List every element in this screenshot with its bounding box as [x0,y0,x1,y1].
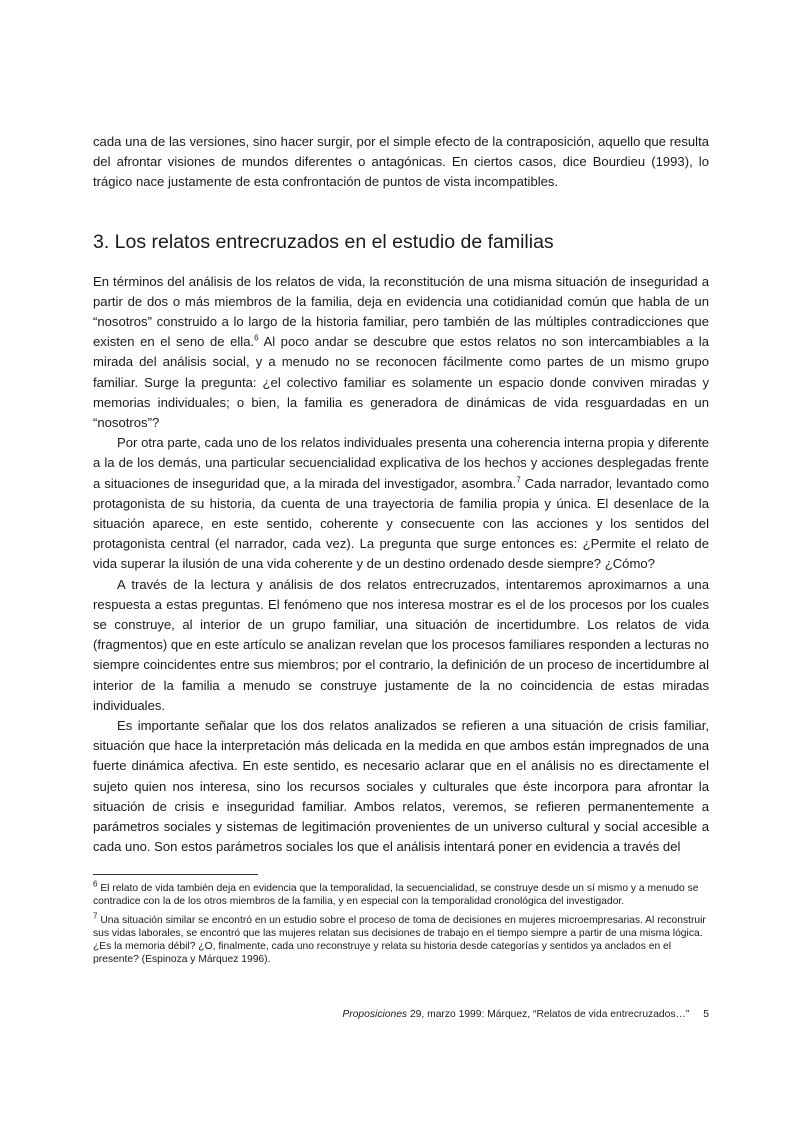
paragraph-2-text-b: Cada narrador, levantado como protagonista de su historia, da cuenta de una trayectoria de familia propia y única. El desenlace de la situación aparece, en este sentido, coherente y consecuente con las acciones y los sentidos del protagonista central (el narrador, cada vez). La pregunta que surge entonces es: ¿Permite el relato de vida superar la ilusión de una vida coherente y de un destino ordenado desde siempre? ¿Cómo? [93,475,709,572]
section-heading: 3. Los relatos entrecruzados en el estudio de familias [93,230,554,253]
footer-citation: 29, marzo 1999: Márquez, “Relatos de vida entrecruzados…” [407,1009,690,1020]
footnote-text: Una situación similar se encontró en un estudio sobre el proceso de toma de decisiones en mujeres microempresarias. Al reconstruir sus vidas laborales, se encontró que las mujeres relatan sus decisiones de trabajo en el tiempo siempre a partir de una misma lógica. ¿Es la memoria débil? ¿O, finalmente, cada uno reconstruye y relata su historia desde categorías y sentidos ya anclados en el presente? (Espinoza y Márquez 1996). [93,914,706,966]
footnote-text: El relato de vida también deja en evidencia que la temporalidad, la secuencialidad, se construye desde un sí mismo y a menudo se contradice con la de los otros miembros de la familia, y en especial con la temporalidad cronológica del investigador. [93,883,699,908]
footnote-number: 7 [93,911,98,921]
footnote-ref-6[interactable]: 6 [254,333,259,343]
footnote-ref-7[interactable]: 7 [516,475,521,485]
page-body [93,132,709,858]
footnote-7 [93,911,709,967]
footnotes-section [93,879,709,972]
paragraph-3: A través de la lectura y análisis de dos relatos entrecruzados, intentaremos aproximarnos a una respuesta a estas preguntas. El fenómeno que nos interesa mostrar es el de los procesos por los cuales se construye, al interior de un grupo familiar, una situación de incertidumbre. Los relatos de vida (fragmentos) que en este artículo se analizan revelan que los procesos familiares responden a lecturas no siempre coincidentes entre sus miembros; por el contrario, la definición de un proceso de incertidumbre al interior de la familia a menudo se construye justamente de la no coincidencia de estas miradas individuales. [93,576,709,713]
paragraph-1-text-b: Al poco andar se descubre que estos relatos no son intercambiables a la mirada del análisis social, y a menudo no se reconocen fácilmente como partes de un mismo grupo familiar. Surge la pregunta: ¿el colectivo familiar es solamente un espacio donde conviven miradas y memorias individuales; o bien, la familia es generadora de dinámicas de vida resguardadas en un “nosotros”? [93,334,709,431]
paragraph-continuation: cada una de las versiones, sino hacer surgir, por el simple efecto de la contraposición, aquello que resulta del afrontar visiones de mundos diferentes o antagónicas. En ciertos casos, dice Bourdieu (1993), lo trágico nace justamente de esta confrontación de puntos de vista incompatibles. [93,134,709,190]
page-footer [342,1008,709,1022]
footnote-divider [93,874,258,875]
paragraph-1-text-a: En términos del análisis de los relatos de vida, la reconstitución de una misma situación de inseguridad a partir de dos o más miembros de la familia, deja en evidencia una cotidianidad común que habla de un “nosotros” construido a lo largo de la historia familiar, pero también de las múltiples contradicciones que existen en el seno de ella. [93,273,709,350]
journal-name: Proposiciones [342,1009,408,1020]
paragraph-2-text-a: Por otra parte, cada uno de los relatos individuales presenta una coherencia interna propia y diferente a la de los demás, una particular secuencialidad explicativa de los hechos y acciones desplegadas frente a situaciones de inseguridad que, a la mirada del investigador, asombra. [93,435,709,491]
paragraph-1 [93,272,709,434]
paragraph-2 [93,433,709,574]
footnote-6 [93,879,709,909]
paragraph-4: Es importante señalar que los dos relatos analizados se refieren a una situación de crisis familiar, situación que hace la interpretación más delicada en la medida en que ambos están impregnados de una fuerte dinámica afectiva. En este sentido, es necesario aclarar que en el análisis no es directamente el sujeto quien nos interesa, sino los recursos sociales y culturales que éste incorpora para afrontar la situación de crisis e inseguridad familiar. Ambos relatos, veremos, se refieren permanentemente a parámetros sociales y sistemas de legitimación provenientes de un universo cultural y social accesible a cada uno. Son estos parámetros sociales los que el análisis intentará poner en evidencia a través del [93,718,709,855]
footnote-number: 6 [93,879,98,889]
page-number: 5 [703,1009,709,1020]
